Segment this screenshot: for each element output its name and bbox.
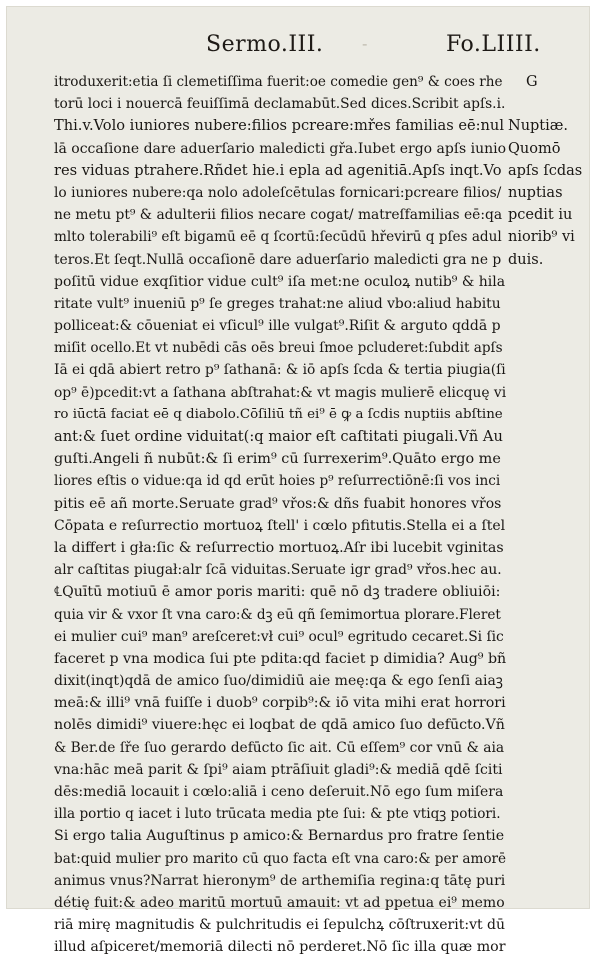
body-text	[54, 71, 506, 959]
text-line: nolēs dimidi⁹ viuere:hęc ei loqbat de qdā amico ſuo defūcto.Vñ	[54, 717, 505, 734]
text-line: riā mirę magnitudis & pulchritudis ei ſepulchꝝ cōſtruxerit:vt dū	[54, 917, 506, 934]
text-line: alr caſtitas piugał:alr ſcā viduitas.Seruate igr grad⁹ vřos.hec au.	[54, 562, 502, 579]
text-line: animus vnus?Narrat hieronym⁹ de arthemiſia regina:q tātę puri	[54, 872, 506, 889]
text-line: Iā ei qdā abiert retro p⁹ ſathanā: & iō apſs ſcda & tertia piugia(ſi	[54, 362, 506, 379]
page-header	[6, 28, 590, 68]
text-line: res viduas ptrahere.Rñdet hie.i epla ad agenitiā.Apſs inqt.Vo	[54, 161, 502, 179]
running-head: Sermo.III.	[206, 32, 324, 57]
text-line: faceret p vna modica ſui pte pdita:qd faciet p dimidia? Aug⁹ bñ	[54, 650, 506, 667]
margin-note-letter: G	[526, 74, 538, 90]
text-line: teros.Et ſeqt.Nullā occaſionē dare aduerſario maledicti gra ne p	[54, 251, 502, 268]
text-line: lā occaſione dare aduerſario maledicti gřa.Iubet ergo apſs iunio	[54, 140, 506, 157]
text-line: itroduxerit:etia ſi clemetiſſima fuerit:oe comedie gen⁹ & coes rhe	[54, 74, 503, 90]
text-line: quia vir & vxor ſt vna caro:& dꝫ eū qñ ſemimortua plorare.Fleret	[54, 606, 501, 623]
text-line: la differt i gła:ſic & reſurrectio mortuoꝝ.Aſr ibi lucebit vginitas	[54, 539, 504, 556]
folio-number: Fo.LIIII.	[446, 32, 541, 57]
text-line: détię fuit:& adeo maritū mortuū amauit: vt ad ppetua ei⁹ memo	[54, 894, 505, 911]
margin-note: Quomō	[508, 140, 561, 157]
text-line: ne metu pt⁹ & adulterii filios necare cogat/ matreſfamilias eē:qa	[54, 207, 503, 224]
text-line: ro iūctā faciat eē q diabolo.Cōſiliū tñ ei⁹ ē ꝙ a ſcdis nuptiis abſtine	[54, 406, 503, 422]
book-page	[6, 6, 590, 956]
margin-note: niorib⁹ vi	[508, 229, 575, 246]
text-line: Si ergo talia Auguſtinus p amico:& Bernardus pro fratre ſentie	[54, 828, 505, 845]
text-line: ℄Quītū motiuū ē amor poris mariti: quē nō dꝫ tradere obliuiōi:	[54, 584, 501, 601]
text-line: polliceat:& cōueniat ei vſicul⁹ ille vulgat⁹.Riſit & arguto qddā p	[54, 318, 501, 335]
text-line: miſit ocello.Et vt nubēdi cās oēs breui ſmoe pcluderet:ſubdit apſs	[54, 340, 503, 357]
margin-note: Nuptiæ.	[508, 118, 569, 135]
margin-notes	[508, 71, 588, 271]
text-line: pitis eē añ morte.Seruate grad⁹ vřos:& dñs fuabit honores vřos	[54, 495, 502, 512]
text-line: meā:& illi⁹ vnā fuiſſe i duob⁹ corpib⁹:& iō vita mihi erat horrori	[54, 695, 506, 712]
text-line: Cōpata e reſurrectio mortuoꝝ ſtell' i cœlo pfitutis.Stella ei a ſtel	[54, 517, 506, 534]
text-line: dixit(inqt)qdā de amico ſuo/dimidiū aie meę:qa & ego ſenſi aiaꝫ	[54, 673, 503, 690]
header-mark: -	[362, 34, 368, 53]
text-line: & Ber.de ſře ſuo gerardo defūcto ſic ait. Cū eſſem⁹ cor vnū & aia	[54, 739, 505, 756]
text-line: mlto tolerabili⁹ eſt bigamū eē q ſcortū:ſecūdū hřevirū q pſes adul	[54, 229, 502, 246]
text-line: bat:quid mulier pro marito cū quo facta eſt vna caro:& per amorē	[54, 850, 506, 867]
text-line: lo iuniores nubere:qa nolo adoleſcētulas fornicari:pcreare filios/	[54, 184, 502, 201]
text-line: dēs:mediā locauit i cœlo:aliā i ceno deſeruit.Nō ego ſum miſera	[54, 784, 504, 800]
margin-spacer	[508, 93, 588, 115]
text-line: liores eſtis o vidue:qa id qd erūt hoies p⁹ reſurrectiōnē:ſi vos inci	[54, 473, 501, 490]
text-line: op⁹ ē)pcedit:vt a ſathana abſtrahat:& vt magis mulierē elicquę vi	[54, 384, 506, 401]
text-line: torū loci i nouercā feuiſſimā declamabūt.Sed dices.Scribit apſs.i.	[54, 96, 506, 113]
margin-note: nuptias	[508, 184, 563, 201]
text-line: ant:& ſuet ordine viduitat(:q maior eſt caſtitati piugali.Vñ Au	[54, 428, 503, 445]
text-line: poſitū vidue exqſitior vidue cult⁹ iſa met:ne oculoꝝ nutib⁹ & hila	[54, 273, 506, 290]
margin-note: apſs ſcdas	[508, 162, 583, 179]
text-line: Thi.v.Volo iuniores nubere:filios pcreare:mřes familias eē:nul	[54, 117, 504, 135]
margin-note: duis.	[508, 251, 544, 268]
text-line: ritate vult⁹ inueniū p⁹ ſe greges trahat:ne aliud vbo:aliud habitu	[54, 295, 501, 312]
text-line: illud aſpiceret/memoriā dilecti nō perderet.Nō ſic illa quæ mor	[54, 939, 506, 956]
text-line: ei mulier cui⁹ man⁹ areſceret:vł cui⁹ ocul⁹ egritudo cecaret.Si ſic	[54, 628, 504, 645]
text-line: illa portio q iacet i luto trūcata media pte ſui: & pte vtiqꝫ potiori.	[54, 806, 501, 823]
text-line: vna:hāc meā parit & ſpi⁹ aiam ptrāſiuit gladi⁹:& mediā qdē ſciti	[54, 761, 503, 778]
text-line: guſti.Angeli ñ nubūt:& ſi erim⁹ cū ſurrexerim⁹.Quāto ergo me	[54, 451, 501, 468]
margin-note: pcedit iu	[508, 207, 573, 224]
